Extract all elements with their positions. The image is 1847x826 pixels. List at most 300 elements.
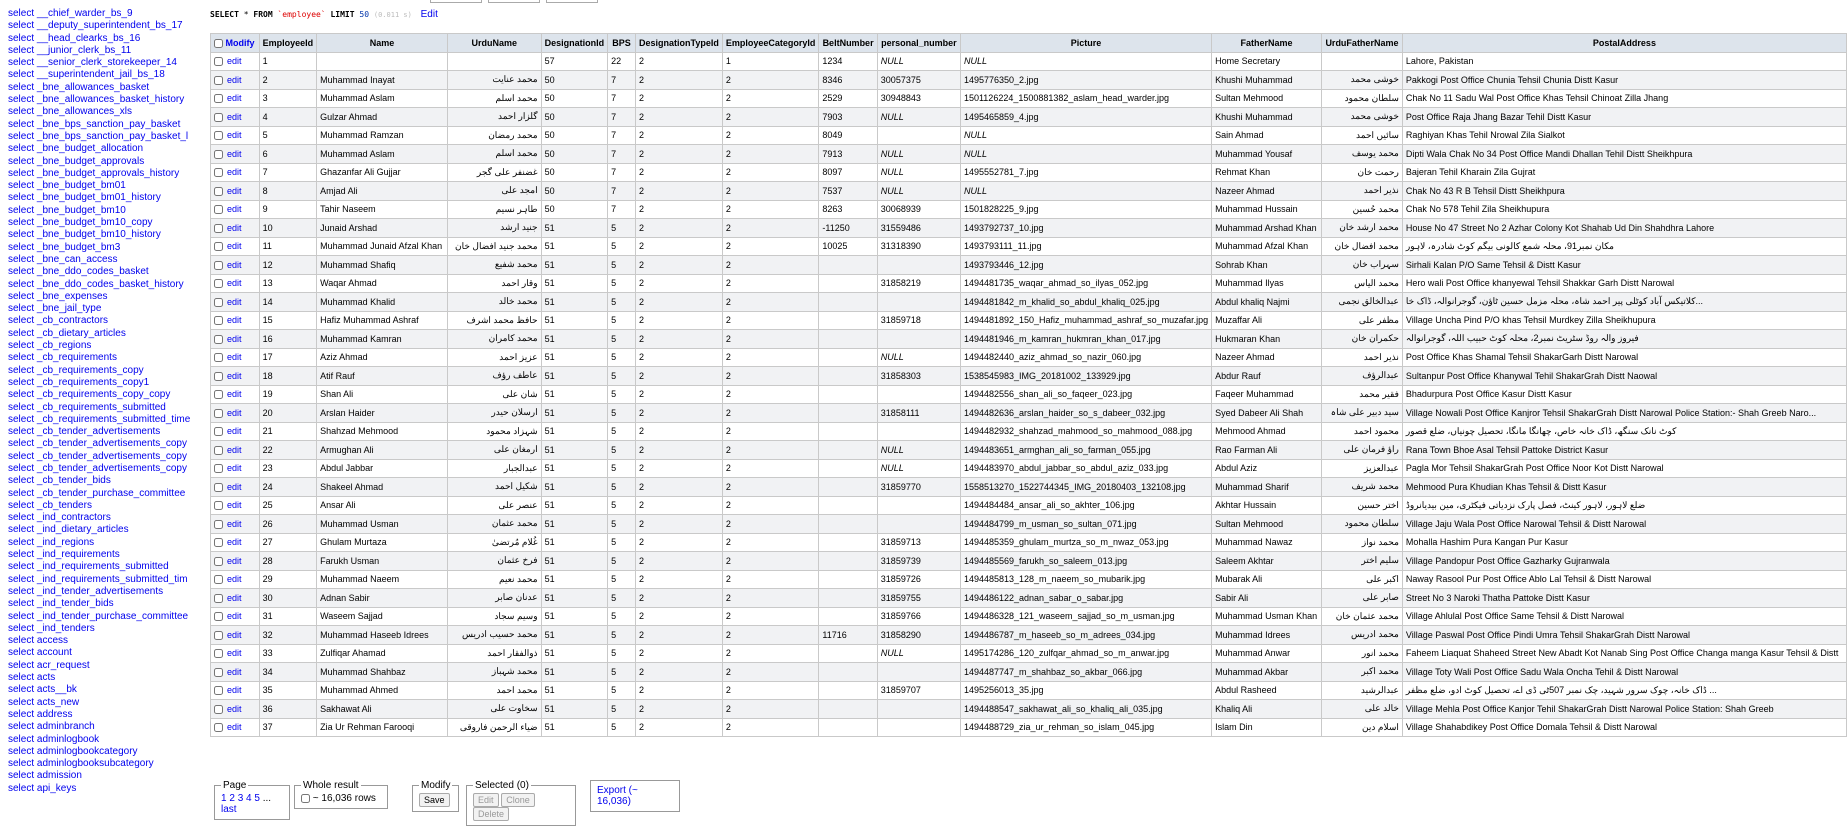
cell-des[interactable]: 51: [541, 348, 608, 367]
column-header[interactable]: FatherName: [1212, 34, 1322, 53]
cell-dtype[interactable]: 2: [635, 348, 722, 367]
row-checkbox[interactable]: [214, 242, 223, 251]
cell-bps[interactable]: 5: [608, 626, 636, 645]
cell-ufather[interactable]: صابر علی: [1322, 589, 1403, 608]
last-page-link[interactable]: last: [221, 804, 237, 815]
cell-cat[interactable]: 2: [722, 293, 819, 312]
cell-dtype[interactable]: 2: [635, 626, 722, 645]
cell-cat[interactable]: 2: [722, 367, 819, 386]
cell-belt[interactable]: [819, 700, 877, 719]
cell-id[interactable]: 36: [259, 700, 317, 719]
select-table-link[interactable]: select _ind_regions: [8, 536, 95, 548]
row-checkbox[interactable]: [214, 501, 223, 510]
select-table-link[interactable]: select __junior_clerk_bs_11: [8, 44, 132, 56]
row-edit-link[interactable]: edit: [227, 481, 242, 492]
cell-pn[interactable]: [877, 700, 960, 719]
cell-dtype[interactable]: 2: [635, 385, 722, 404]
cell-des[interactable]: 51: [541, 700, 608, 719]
cell-id[interactable]: 16: [259, 330, 317, 349]
cell-urdu[interactable]: عاطف رؤف: [447, 367, 541, 386]
cell-name[interactable]: Abdul Jabbar: [317, 459, 448, 478]
cell-father[interactable]: Sain Ahmad: [1212, 126, 1322, 145]
cell-pic[interactable]: 1494482440_aziz_ahmad_so_nazir_060.jpg: [960, 348, 1211, 367]
cell-addr[interactable]: Bhadurpura Post Office Kasur Distt Kasur: [1402, 385, 1846, 404]
cell-urdu[interactable]: شہزاد محمود: [447, 422, 541, 441]
cell-father[interactable]: Muhammad Hussain: [1212, 200, 1322, 219]
cell-bps[interactable]: 7: [608, 126, 636, 145]
cell-dtype[interactable]: 2: [635, 552, 722, 571]
cell-cat[interactable]: 2: [722, 644, 819, 663]
cell-cat[interactable]: 2: [722, 441, 819, 460]
cell-name[interactable]: Shan Ali: [317, 385, 448, 404]
row-edit-link[interactable]: edit: [227, 666, 242, 677]
select-table-link[interactable]: select _ind_tenders: [8, 622, 95, 634]
cell-cat[interactable]: 2: [722, 718, 819, 737]
cell-pic[interactable]: 1538545983_IMG_20181002_133929.jpg: [960, 367, 1211, 386]
row-edit-link[interactable]: edit: [227, 111, 242, 122]
select-table-link[interactable]: select _ind_dietary_articles: [8, 524, 129, 536]
cell-addr[interactable]: مکان نمبر91، محلہ شمع کالونی بیگم کوٹ شادرہ، لاہور: [1402, 237, 1846, 256]
cell-urdu[interactable]: محمد عثمان: [447, 515, 541, 534]
cell-addr[interactable]: Bajeran Tehil Kharain Zila Gujrat: [1402, 163, 1846, 182]
cell-ufather[interactable]: محمد عثمان خان: [1322, 607, 1403, 626]
cell-father[interactable]: Muhammad Sharif: [1212, 478, 1322, 497]
cell-pic[interactable]: NULL: [960, 145, 1211, 164]
cell-father[interactable]: Rehmat Khan: [1212, 163, 1322, 182]
select-table-link[interactable]: select adminbranch: [8, 721, 95, 733]
cell-addr[interactable]: Mohalla Hashim Pura Kangan Pur Kasur: [1402, 533, 1846, 552]
cell-id[interactable]: 4: [259, 108, 317, 127]
cell-cat[interactable]: 2: [722, 200, 819, 219]
cell-ufather[interactable]: اکبر علی: [1322, 570, 1403, 589]
cell-dtype[interactable]: 2: [635, 311, 722, 330]
cell-pic[interactable]: 1494488547_sakhawat_ali_so_khaliq_ali_035.jpg: [960, 700, 1211, 719]
cell-belt[interactable]: [819, 533, 877, 552]
cell-ufather[interactable]: سلطان محمود: [1322, 89, 1403, 108]
cell-id[interactable]: 22: [259, 441, 317, 460]
cell-belt[interactable]: [819, 496, 877, 515]
cell-bps[interactable]: 5: [608, 533, 636, 552]
page-link[interactable]: 3: [237, 793, 244, 804]
row-edit-link[interactable]: edit: [227, 611, 242, 622]
cell-addr[interactable]: Village Toty Wali Post Office Sadu Wala Oncha Tehil & Distt Narowal: [1402, 663, 1846, 682]
cell-pn[interactable]: 30068939: [877, 200, 960, 219]
select-table-link[interactable]: select admission: [8, 770, 82, 782]
cell-pn[interactable]: 31859739: [877, 552, 960, 571]
cell-urdu[interactable]: عزیز احمد: [447, 348, 541, 367]
cell-addr[interactable]: Village Jaju Wala Post Office Narowal Tehsil & Distt Narowal: [1402, 515, 1846, 534]
cell-des[interactable]: 51: [541, 663, 608, 682]
cell-addr[interactable]: Sirhali Kalan P/O Same Tehsil & Distt Kasur: [1402, 256, 1846, 275]
cell-belt[interactable]: 1234: [819, 52, 877, 71]
page-link[interactable]: 2: [229, 793, 235, 804]
cell-dtype[interactable]: 2: [635, 126, 722, 145]
cell-father[interactable]: Mehmood Ahmad: [1212, 422, 1322, 441]
export-link[interactable]: Export (~ 16,036): [597, 785, 638, 807]
cell-ufather[interactable]: محمد حُسین: [1322, 200, 1403, 219]
cell-name[interactable]: Zulfiqar Ahamad: [317, 644, 448, 663]
cell-pn[interactable]: [877, 385, 960, 404]
cell-id[interactable]: 8: [259, 182, 317, 201]
cell-id[interactable]: 5: [259, 126, 317, 145]
cell-des[interactable]: 51: [541, 441, 608, 460]
select-table-link[interactable]: select _bne_allowances_xls: [8, 106, 132, 118]
cell-father[interactable]: Muhammad Akbar: [1212, 663, 1322, 682]
cell-bps[interactable]: 5: [608, 552, 636, 571]
cell-urdu[interactable]: محمد جنید افضال خان: [447, 237, 541, 256]
cell-belt[interactable]: [819, 681, 877, 700]
cell-ufather[interactable]: اختر حسین: [1322, 496, 1403, 515]
select-table-link[interactable]: select _bne_budget_bm10: [8, 204, 126, 216]
cell-pic[interactable]: 1495174286_120_zulfqar_ahmad_so_m_anwar.jpg: [960, 644, 1211, 663]
cell-bps[interactable]: 7: [608, 71, 636, 90]
cell-dtype[interactable]: 2: [635, 219, 722, 238]
row-checkbox[interactable]: [214, 464, 223, 473]
cell-id[interactable]: 6: [259, 145, 317, 164]
cell-pn[interactable]: NULL: [877, 348, 960, 367]
cell-pn[interactable]: 31318390: [877, 237, 960, 256]
cell-name[interactable]: Muhammad Aslam: [317, 89, 448, 108]
cell-bps[interactable]: 5: [608, 681, 636, 700]
select-table-link[interactable]: select adminlogbookcategory: [8, 745, 138, 757]
cell-name[interactable]: Muhammad Junaid Afzal Khan: [317, 237, 448, 256]
select-table-link[interactable]: select _cb_contractors: [8, 315, 109, 327]
cell-pic[interactable]: 1493792737_10.jpg: [960, 219, 1211, 238]
cell-pic[interactable]: 1494483970_abdul_jabbar_so_abdul_aziz_033.jpg: [960, 459, 1211, 478]
cell-father[interactable]: Sultan Mehmood: [1212, 515, 1322, 534]
row-checkbox[interactable]: [214, 76, 223, 85]
cell-belt[interactable]: 8263: [819, 200, 877, 219]
cell-father[interactable]: Muhammad Anwar: [1212, 644, 1322, 663]
cell-dtype[interactable]: 2: [635, 52, 722, 71]
row-edit-link[interactable]: edit: [227, 56, 242, 67]
cell-belt[interactable]: 7913: [819, 145, 877, 164]
cell-belt[interactable]: [819, 311, 877, 330]
cell-father[interactable]: Rao Farman Ali: [1212, 441, 1322, 460]
cell-des[interactable]: 50: [541, 163, 608, 182]
cell-cat[interactable]: 2: [722, 348, 819, 367]
cell-ufather[interactable]: محمد افضال خان: [1322, 237, 1403, 256]
cell-des[interactable]: 50: [541, 126, 608, 145]
cell-des[interactable]: 51: [541, 404, 608, 423]
cell-addr[interactable]: Raghiyan Khas Tehil Nrowal Zila Sialkot: [1402, 126, 1846, 145]
select-table-link[interactable]: select _ind_contractors: [8, 512, 111, 524]
row-checkbox[interactable]: [214, 705, 223, 714]
cell-addr[interactable]: Village Nowali Post Office Kanjror Tehsil ShakarGrah Distt Narowal Police Station:- Shah Greeb Naro...: [1402, 404, 1846, 423]
cell-addr[interactable]: Village Pandopur Post Office Gazharky Gujranwala: [1402, 552, 1846, 571]
select-table-link[interactable]: select _cb_tender_advertisements: [8, 426, 161, 438]
cell-id[interactable]: 30: [259, 589, 317, 608]
cell-urdu[interactable]: گلزار احمد: [447, 108, 541, 127]
cell-name[interactable]: Muhammad Naeem: [317, 570, 448, 589]
cell-pic[interactable]: NULL: [960, 182, 1211, 201]
cell-father[interactable]: Abdur Rauf: [1212, 367, 1322, 386]
cell-cat[interactable]: 2: [722, 700, 819, 719]
cell-urdu[interactable]: طاہر نسیم: [447, 200, 541, 219]
cell-addr[interactable]: Chak No 11 Sadu Wal Post Office Khas Tehsil Chinoat Zilla Jhang: [1402, 89, 1846, 108]
cell-name[interactable]: Muhammad Ahmed: [317, 681, 448, 700]
cell-name[interactable]: Muhammad Aslam: [317, 145, 448, 164]
cell-cat[interactable]: 2: [722, 274, 819, 293]
cell-ufather[interactable]: عبدالخالق نجمی: [1322, 293, 1403, 312]
cell-id[interactable]: 10: [259, 219, 317, 238]
cell-bps[interactable]: 7: [608, 145, 636, 164]
cell-id[interactable]: 3: [259, 89, 317, 108]
cell-des[interactable]: 51: [541, 681, 608, 700]
cell-urdu[interactable]: ارسلان حیدر: [447, 404, 541, 423]
row-checkbox[interactable]: [214, 279, 223, 288]
cell-cat[interactable]: 2: [722, 71, 819, 90]
cell-des[interactable]: 51: [541, 219, 608, 238]
cell-addr[interactable]: Village Paswal Post Office Pindi Umra Tehsil ShakarGrah Distt Narowal: [1402, 626, 1846, 645]
cell-father[interactable]: Syed Dabeer Ali Shah: [1212, 404, 1322, 423]
cell-dtype[interactable]: 2: [635, 145, 722, 164]
cell-belt[interactable]: [819, 607, 877, 626]
select-table-link[interactable]: select _bne_jail_type: [8, 303, 102, 315]
cell-des[interactable]: 51: [541, 293, 608, 312]
cell-urdu[interactable]: سخاوت علی: [447, 700, 541, 719]
cell-ufather[interactable]: خوشی محمد: [1322, 108, 1403, 127]
cell-id[interactable]: 20: [259, 404, 317, 423]
cell-belt[interactable]: 8346: [819, 71, 877, 90]
cell-des[interactable]: 51: [541, 256, 608, 275]
cell-name[interactable]: Shakeel Ahmad: [317, 478, 448, 497]
cell-des[interactable]: 51: [541, 552, 608, 571]
cell-ufather[interactable]: اسلام دین: [1322, 718, 1403, 737]
cell-pic[interactable]: 1493793446_12.jpg: [960, 256, 1211, 275]
cell-id[interactable]: 14: [259, 293, 317, 312]
cell-urdu[interactable]: وقار احمد: [447, 274, 541, 293]
cell-cat[interactable]: 2: [722, 607, 819, 626]
row-edit-link[interactable]: edit: [227, 241, 242, 252]
cell-father[interactable]: Khaliq Ali: [1212, 700, 1322, 719]
row-edit-link[interactable]: edit: [227, 130, 242, 141]
cell-name[interactable]: Armughan Ali: [317, 441, 448, 460]
cell-name[interactable]: Muhammad Khalid: [317, 293, 448, 312]
cell-belt[interactable]: [819, 589, 877, 608]
select-table-link[interactable]: select __head_clearks_bs_16: [8, 32, 141, 44]
row-checkbox[interactable]: [214, 446, 223, 455]
cell-ufather[interactable]: نذیر احمد: [1322, 182, 1403, 201]
cell-bps[interactable]: 5: [608, 515, 636, 534]
cell-cat[interactable]: 2: [722, 385, 819, 404]
cell-addr[interactable]: Pakkogi Post Office Chunia Tehsil Chunia Distt Kasur: [1402, 71, 1846, 90]
select-table-link[interactable]: select access: [8, 635, 69, 647]
cell-bps[interactable]: 5: [608, 330, 636, 349]
cell-urdu[interactable]: محمد حسیب ادریس: [447, 626, 541, 645]
cell-pn[interactable]: 31859726: [877, 570, 960, 589]
row-checkbox[interactable]: [214, 372, 223, 381]
cell-ufather[interactable]: سید دبیر علی شاہ: [1322, 404, 1403, 423]
cell-cat[interactable]: 2: [722, 108, 819, 127]
cell-pn[interactable]: 31559486: [877, 219, 960, 238]
cell-name[interactable]: Waqar Ahmad: [317, 274, 448, 293]
cell-urdu[interactable]: جنید ارشد: [447, 219, 541, 238]
select-table-link[interactable]: select address: [8, 708, 73, 720]
row-checkbox[interactable]: [214, 335, 223, 344]
cell-father[interactable]: Abdul Rasheed: [1212, 681, 1322, 700]
cell-id[interactable]: 34: [259, 663, 317, 682]
select-table-link[interactable]: select _cb_regions: [8, 340, 92, 352]
column-header[interactable]: Name: [317, 34, 448, 53]
cell-belt[interactable]: 8049: [819, 126, 877, 145]
cell-dtype[interactable]: 2: [635, 200, 722, 219]
cell-addr[interactable]: Village Shahabdikey Post Office Domala Tehsil & Distt Narowal: [1402, 718, 1846, 737]
cell-father[interactable]: Muhammad Ilyas: [1212, 274, 1322, 293]
cell-addr[interactable]: Village Ahlulal Post Office Same Tehsil & Distt Narowal: [1402, 607, 1846, 626]
cell-urdu[interactable]: ارمغان علی: [447, 441, 541, 460]
cell-pic[interactable]: 1494482556_shan_ali_so_faqeer_023.jpg: [960, 385, 1211, 404]
cell-father[interactable]: Hukmaran Khan: [1212, 330, 1322, 349]
cell-belt[interactable]: [819, 367, 877, 386]
cell-urdu[interactable]: شان علی: [447, 385, 541, 404]
row-checkbox[interactable]: [214, 483, 223, 492]
cell-pn[interactable]: 31859713: [877, 533, 960, 552]
cell-pn[interactable]: NULL: [877, 163, 960, 182]
cell-des[interactable]: 51: [541, 570, 608, 589]
cell-pn[interactable]: 31859770: [877, 478, 960, 497]
cell-bps[interactable]: 5: [608, 293, 636, 312]
cell-father[interactable]: Islam Din: [1212, 718, 1322, 737]
select-table-link[interactable]: select _bne_ddo_codes_basket: [8, 266, 149, 278]
cell-dtype[interactable]: 2: [635, 589, 722, 608]
cell-name[interactable]: Tahir Naseem: [317, 200, 448, 219]
row-edit-link[interactable]: edit: [227, 722, 242, 733]
select-table-link[interactable]: select adminlogbook: [8, 733, 100, 745]
cell-cat[interactable]: 2: [722, 589, 819, 608]
cell-pn[interactable]: 31859707: [877, 681, 960, 700]
cell-belt[interactable]: [819, 718, 877, 737]
cell-pn[interactable]: [877, 256, 960, 275]
cell-addr[interactable]: Lahore, Pakistan: [1402, 52, 1846, 71]
cell-father[interactable]: Muhammad Nawaz: [1212, 533, 1322, 552]
row-edit-link[interactable]: edit: [227, 463, 242, 474]
cell-bps[interactable]: 5: [608, 237, 636, 256]
cell-id[interactable]: 29: [259, 570, 317, 589]
cell-urdu[interactable]: محمد رمضان: [447, 126, 541, 145]
cell-dtype[interactable]: 2: [635, 71, 722, 90]
select-table-link[interactable]: select _bne_budget_bm3: [8, 241, 121, 253]
cell-id[interactable]: 33: [259, 644, 317, 663]
cell-addr[interactable]: Mehmood Pura Khudian Khas Tehsil & Distt Kasur: [1402, 478, 1846, 497]
cell-bps[interactable]: 5: [608, 441, 636, 460]
cell-name[interactable]: Sakhawat Ali: [317, 700, 448, 719]
cell-addr[interactable]: Faheem Liaquat Shaheed Street New Abadt Kot Nanab Sing Post Office Changa manga Kasur Tehsil & Distt: [1402, 644, 1846, 663]
row-edit-link[interactable]: edit: [227, 204, 242, 215]
cell-father[interactable]: Muhammad Arshad Khan: [1212, 219, 1322, 238]
cell-des[interactable]: 51: [541, 515, 608, 534]
row-edit-link[interactable]: edit: [227, 407, 242, 418]
cell-addr[interactable]: ڈاک خانہ، چوک سرور شہید، چک نمبر 507ٹی ڈی اے، تحصیل کوٹ ادو، ضلع مظفر ...: [1402, 681, 1846, 700]
cell-ufather[interactable]: عبدالرؤف: [1322, 367, 1403, 386]
cell-father[interactable]: Sultan Mehmood: [1212, 89, 1322, 108]
cell-bps[interactable]: 7: [608, 108, 636, 127]
cell-ufather[interactable]: محمد یوسف: [1322, 145, 1403, 164]
select-table-link[interactable]: select _bne_can_access: [8, 253, 118, 265]
cell-dtype[interactable]: 2: [635, 663, 722, 682]
edit-query-link[interactable]: Edit: [420, 9, 438, 20]
select-table-link[interactable]: select __superintendent_jail_bs_18: [8, 69, 165, 81]
cell-cat[interactable]: 2: [722, 496, 819, 515]
cell-pic[interactable]: 1494485569_farukh_so_saleem_013.jpg: [960, 552, 1211, 571]
select-table-link[interactable]: select _cb_tender_advertisements_copy: [8, 462, 187, 474]
cell-name[interactable]: Muhammad Shahbaz: [317, 663, 448, 682]
cell-pn[interactable]: [877, 293, 960, 312]
cell-urdu[interactable]: شکیل احمد: [447, 478, 541, 497]
row-checkbox[interactable]: [214, 538, 223, 547]
cell-cat[interactable]: 2: [722, 459, 819, 478]
select-table-link[interactable]: select acr_request: [8, 659, 90, 671]
cell-belt[interactable]: [819, 348, 877, 367]
cell-dtype[interactable]: 2: [635, 163, 722, 182]
cell-addr[interactable]: Post Office Khas Shamal Tehsil ShakarGarh Distt Narowal: [1402, 348, 1846, 367]
cell-belt[interactable]: [819, 515, 877, 534]
select-table-link[interactable]: select account: [8, 647, 72, 659]
cell-id[interactable]: 12: [259, 256, 317, 275]
cell-belt[interactable]: [819, 478, 877, 497]
cell-cat[interactable]: 2: [722, 237, 819, 256]
cell-pn[interactable]: 31858303: [877, 367, 960, 386]
select-table-link[interactable]: select _cb_tenders: [8, 499, 92, 511]
row-checkbox[interactable]: [214, 390, 223, 399]
cell-urdu[interactable]: [447, 52, 541, 71]
cell-pn[interactable]: 31859718: [877, 311, 960, 330]
cell-id[interactable]: 35: [259, 681, 317, 700]
cell-name[interactable]: Amjad Ali: [317, 182, 448, 201]
cell-des[interactable]: 50: [541, 89, 608, 108]
cell-addr[interactable]: Chak No 578 Tehil Zila Sheikhupura: [1402, 200, 1846, 219]
cell-urdu[interactable]: محمد شفیع: [447, 256, 541, 275]
cell-cat[interactable]: 2: [722, 330, 819, 349]
cell-pic[interactable]: 1494486122_adnan_sabar_o_sabar.jpg: [960, 589, 1211, 608]
cell-ufather[interactable]: خالد علی: [1322, 700, 1403, 719]
cell-dtype[interactable]: 2: [635, 108, 722, 127]
cell-bps[interactable]: 5: [608, 422, 636, 441]
cell-pic[interactable]: 1494481735_waqar_ahmad_so_ilyas_052.jpg: [960, 274, 1211, 293]
row-checkbox[interactable]: [214, 631, 223, 640]
select-table-link[interactable]: select __chief_warder_bs_9: [8, 8, 133, 19]
cell-pn[interactable]: 31859755: [877, 589, 960, 608]
row-checkbox[interactable]: [214, 57, 223, 66]
cell-urdu[interactable]: محمد کامران: [447, 330, 541, 349]
cell-ufather[interactable]: راؤ فرمان علی: [1322, 441, 1403, 460]
row-edit-link[interactable]: edit: [227, 167, 242, 178]
cell-dtype[interactable]: 2: [635, 718, 722, 737]
cell-id[interactable]: 28: [259, 552, 317, 571]
cell-father[interactable]: Akhtar Hussain: [1212, 496, 1322, 515]
cell-pn[interactable]: [877, 663, 960, 682]
row-edit-link[interactable]: edit: [227, 389, 242, 400]
cell-name[interactable]: Waseem Sajjad: [317, 607, 448, 626]
cell-cat[interactable]: 2: [722, 681, 819, 700]
cell-dtype[interactable]: 2: [635, 607, 722, 626]
cell-pn[interactable]: 31859766: [877, 607, 960, 626]
cell-name[interactable]: Muhammad Usman: [317, 515, 448, 534]
cell-pn[interactable]: 31858111: [877, 404, 960, 423]
select-table-link[interactable]: select _bne_budget_allocation: [8, 143, 144, 155]
row-edit-link[interactable]: edit: [227, 333, 242, 344]
cell-pn[interactable]: 30948843: [877, 89, 960, 108]
cell-name[interactable]: Muhammad Inayat: [317, 71, 448, 90]
cell-urdu[interactable]: ذوالفقار احمد: [447, 644, 541, 663]
cell-dtype[interactable]: 2: [635, 533, 722, 552]
column-header[interactable]: PostalAddress: [1402, 34, 1846, 53]
cell-id[interactable]: 23: [259, 459, 317, 478]
cell-father[interactable]: Home Secretary: [1212, 52, 1322, 71]
cell-addr[interactable]: Post Office Raja Jhang Bazar Tehil Distt Kasur: [1402, 108, 1846, 127]
cell-addr[interactable]: Street No 3 Naroki Thatha Pattoke Distt Kasur: [1402, 589, 1846, 608]
cell-cat[interactable]: 2: [722, 552, 819, 571]
